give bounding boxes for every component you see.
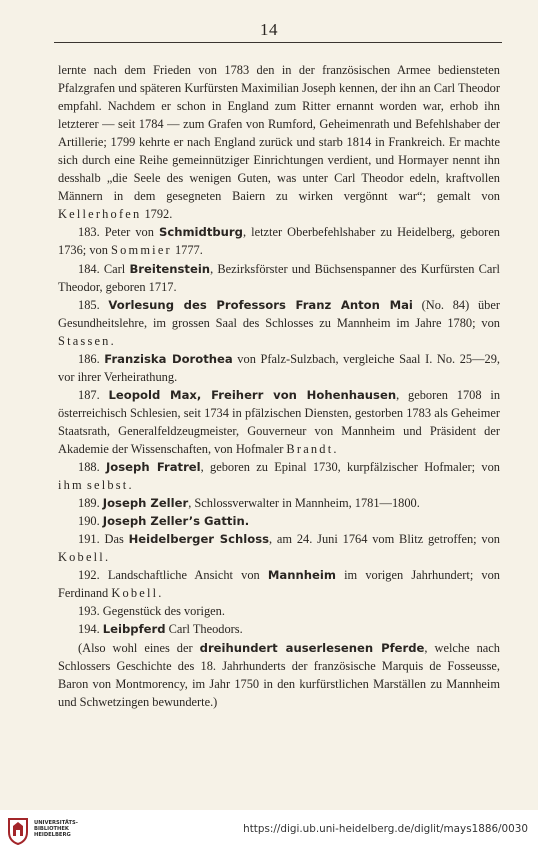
entry-188: 188. Joseph Fratrel, geboren zu Epinal 1730, kurpfälzischer Hofmaler; von ihm selbst. — [58, 460, 501, 493]
entry-194: 194. Leibpferd Carl Theodors. — [78, 622, 243, 637]
entry-194-note: (Also wohl eines der dreihundert auserlesenen Pferde, welche nach Schlossers Geschichte des 18. Jahrhunderts der französische Marquis de Fosseusse, Baron von Montmorency, im Jahr 1750 in den kurfürstlichen Marställen zu Mannheim und Schwetzingen bewunderte.) — [58, 640, 500, 709]
entry-185: 185. Vorlesung des Professors Franz Anton Mai (No. 84) über Gesundheitslehre, im grossen Saal des Schlosses zu Mannheim im Jahre 1780; von Stassen. — [58, 297, 500, 348]
header-rule — [54, 42, 502, 43]
page-number: 14 — [260, 20, 278, 39]
entry-187: 187. Leopold Max, Freiherr von Hohenhausen, geboren 1708 in österreichisch Schlesien, seit 1734 in pfälzischen Diensten, gestorben 1783 als Geheimer Staatsrath, Generalfeldzeugmeister, Gouverneur von Mannheim und Präsident der Akademie der Wissenschaften, von Hofmaler Brandt. — [58, 387, 501, 456]
library-logo-text: UNIVERSITÄTS- BIBLIOTHEK HEIDELBERG — [34, 820, 78, 839]
permalink-url[interactable]: https://digi.ub.uni-heidelberg.de/diglit/mays1886/0030 — [243, 823, 528, 835]
entry-183: 183. Peter von Schmidtburg, letzter Oberbefehlshaber zu Heidelberg, geboren 1736; von Sommier 1777. — [58, 225, 501, 258]
university-library-logo-icon[interactable] — [6, 816, 30, 846]
entry-193: 193. Gegenstück des vorigen. — [78, 604, 225, 619]
entry-189: 189. Joseph Zeller, Schlossverwalter in Mannheim, 1781—1800. — [78, 496, 420, 511]
entry-191: 191. Das Heidelberger Schloss, am 24. Juni 1764 vom Blitz getroffen; von Kobell. — [58, 532, 500, 565]
page-body — [58, 61, 500, 711]
viewer-footer — [0, 810, 538, 851]
entry-190: 190. Joseph Zeller’s Gattin. — [78, 514, 250, 529]
entry-192: 192. Landschaftliche Ansicht von Mannheim im vorigen Jahrhundert; von Ferdinand Kobell. — [58, 568, 501, 601]
entry-184: 184. Carl Breitenstein, Bezirksförster und Büchsenspanner des Kurfürsten Carl Theodor, geboren 1717. — [58, 261, 500, 294]
paragraph-rumford: lernte nach dem Frieden von 1783 den in der französischen Armee bediensteten Pfalzgrafen und späteren Kurfürsten Maximilian Joseph kennen, der ihn an Carl Theodor empfahl. Nachdem er schon in England zum Ritter ernannt worden war, erhob ihn letzterer — seit 1784 — zum Grafen von Rumford, Geheimenrath und Befehlshaber der Artillerie; 1799 kehrte er nach England zurück und starb 1814 in Frankreich. Er machte sich durch eine Reihe gemeinnütziger Einrichtungen verdient, und Hormayer nennt ihn desshalb „die Seele des wenigen Guten, was unter Carl Theodor edeln, kraftvollen Männern in dem gesegneten Baiern zu wirken vergönnt war“; gemalt von Kellerhofen 1792. — [58, 63, 500, 222]
entry-186: 186. Franziska Dorothea von Pfalz-Sulzbach, vergleiche Saal I. No. 25—29, vor ihrer Verheirathung. — [58, 351, 500, 384]
